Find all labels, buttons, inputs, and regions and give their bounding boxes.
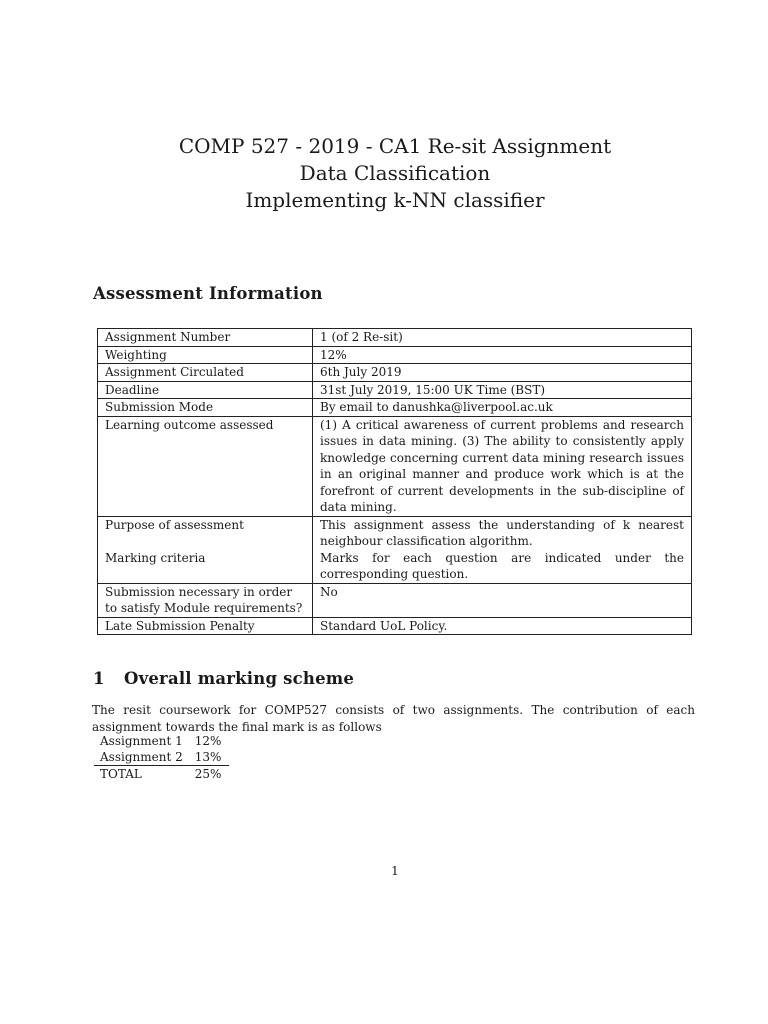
marks-value: 12% xyxy=(194,734,222,748)
marks-value: 13% xyxy=(194,750,222,764)
table-row xyxy=(94,749,229,766)
row-key-line: Submission necessary in order xyxy=(105,584,293,599)
row-value: (1) A critical awareness of current problems and research issues in data mining. (3) The ability to consistently apply knowledge concerning current data mining research issues in an original manner and produce work which is at the forefront of current developments in the sub-discipline of data mining. xyxy=(313,416,692,516)
row-key xyxy=(98,583,313,617)
row-key: Late Submission Penalty xyxy=(98,617,313,635)
section-1-paragraph: The resit coursework for COMP527 consists of two assignments. The contribution of each assignment towards the final mark is as follows xyxy=(92,703,695,734)
purpose-key: Purpose of assessment xyxy=(105,517,244,532)
table-row xyxy=(98,617,692,635)
row-value: 6th July 2019 xyxy=(313,364,692,382)
table-row-total xyxy=(94,766,229,783)
section-title: Overall marking scheme xyxy=(124,669,355,688)
section-number: 1 xyxy=(93,669,105,688)
marks-label: TOTAL xyxy=(94,766,189,783)
row-key: Learning outcome assessed xyxy=(98,416,313,516)
row-key: Assignment Circulated xyxy=(98,364,313,382)
row-value: 31st July 2019, 15:00 UK Time (BST) xyxy=(313,381,692,399)
table-row xyxy=(98,416,692,516)
row-key: Submission Mode xyxy=(98,399,313,417)
table-row xyxy=(98,364,692,382)
section-1-heading xyxy=(93,669,354,688)
row-value: No xyxy=(313,583,692,617)
table-row xyxy=(98,329,692,347)
row-value-group xyxy=(313,516,692,583)
marking-criteria-key: Marking criteria xyxy=(105,550,206,565)
document-title xyxy=(0,133,768,214)
title-topic-line: Data Classification xyxy=(299,161,491,185)
marks-label: Assignment 2 xyxy=(100,750,183,764)
table-row xyxy=(98,399,692,417)
marks-value: 25% xyxy=(189,766,230,783)
row-key-line: to satisfy Module requirements? xyxy=(105,601,303,615)
table-row xyxy=(98,516,692,583)
marking-scheme-table xyxy=(94,733,229,782)
row-key-group xyxy=(98,516,313,583)
row-value: 1 (of 2 Re-sit) xyxy=(313,329,692,347)
row-key: Weighting xyxy=(98,346,313,364)
row-key: Assignment Number xyxy=(98,329,313,347)
row-key: Deadline xyxy=(98,381,313,399)
assessment-info-table xyxy=(97,328,692,635)
row-value: Standard UoL Policy. xyxy=(313,617,692,635)
table-row xyxy=(98,346,692,364)
purpose-value: This assignment assess the understanding of k nearest neighbour classification algorithm. xyxy=(320,517,684,548)
marks-label: Assignment 1 xyxy=(100,734,183,748)
table-row xyxy=(94,733,229,749)
title-task-line: Implementing k-NN classifier xyxy=(245,188,545,212)
table-row xyxy=(98,583,692,617)
page-number: 1 xyxy=(391,864,399,878)
title-course-line: COMP 527 - 2019 - CA1 Re-sit Assignment xyxy=(178,134,612,158)
row-value: 12% xyxy=(313,346,692,364)
marking-criteria-value: Marks for each question are indicated under the corresponding question. xyxy=(320,550,684,581)
row-value: By email to danushka@liverpool.ac.uk xyxy=(313,399,692,417)
assessment-information-heading: Assessment Information xyxy=(93,284,323,303)
table-row xyxy=(98,381,692,399)
